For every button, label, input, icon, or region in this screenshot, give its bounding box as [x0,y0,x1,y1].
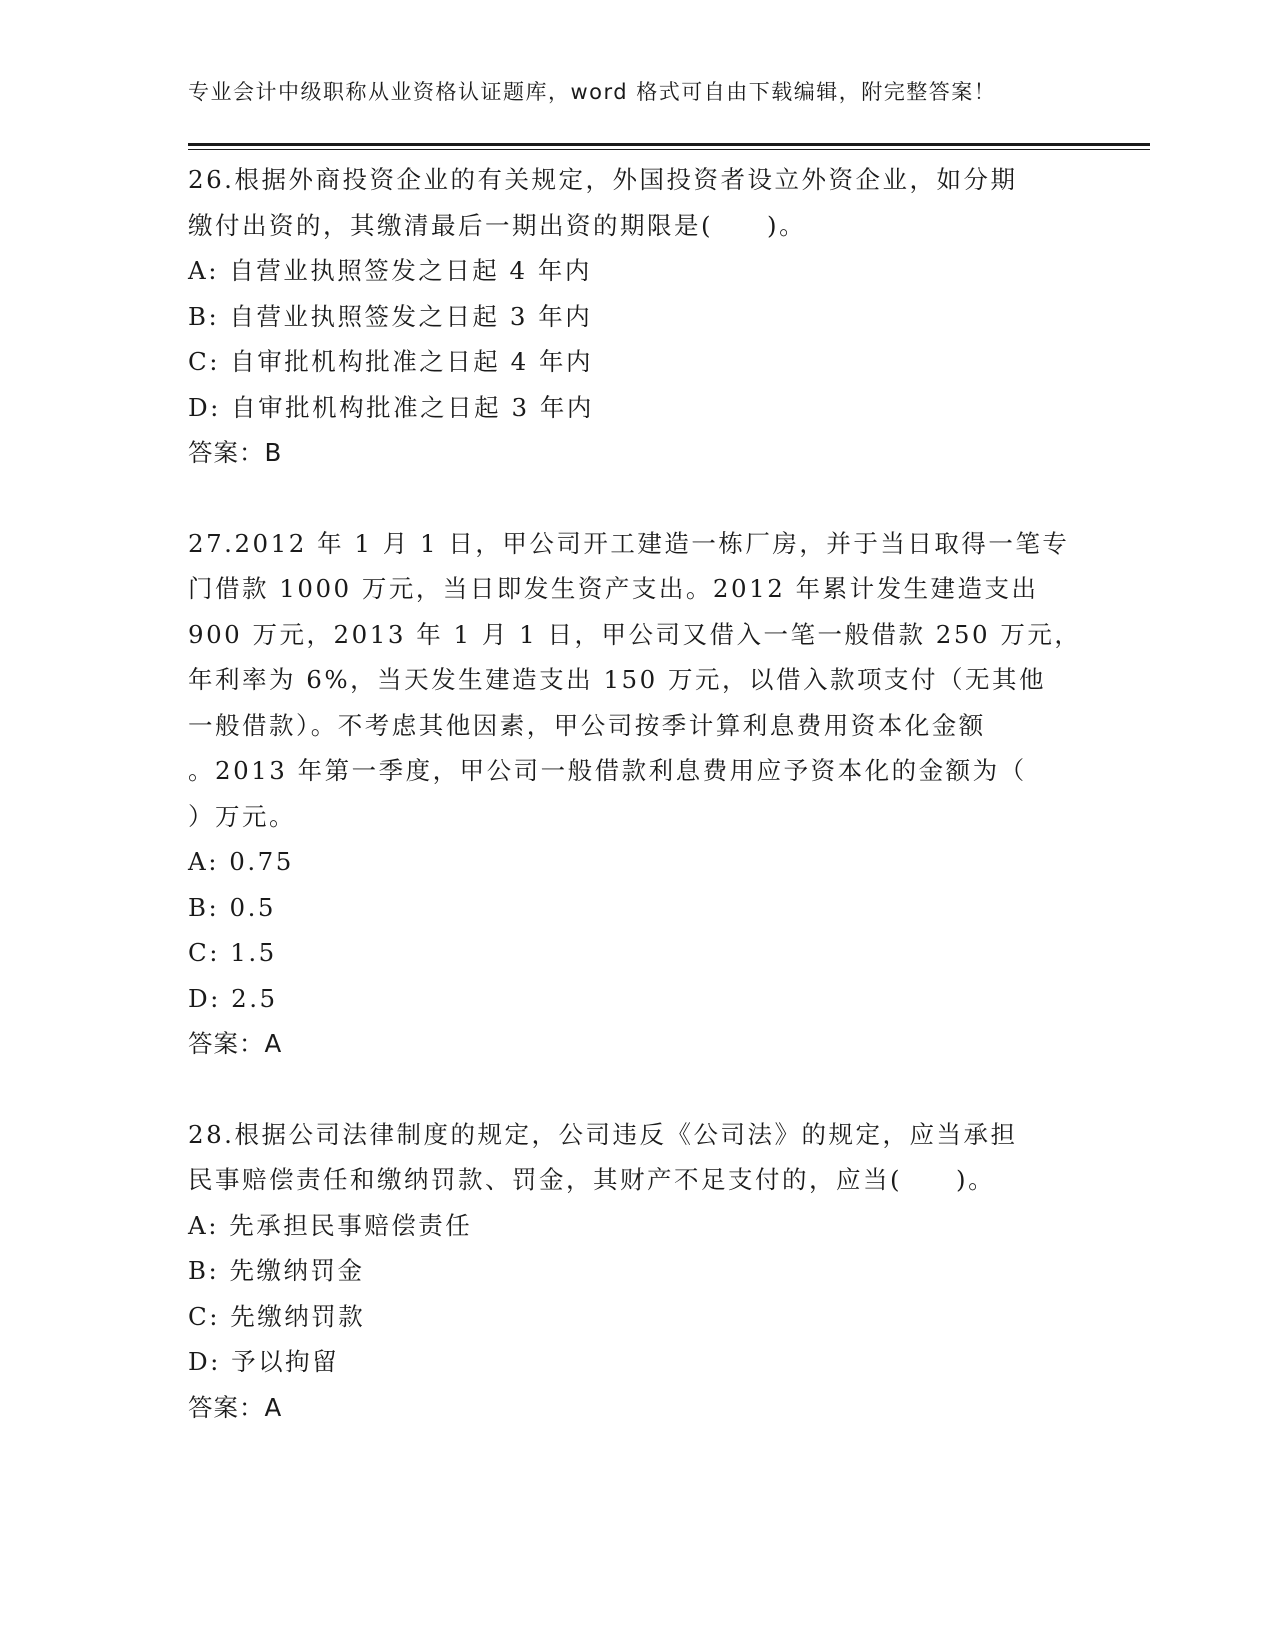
option-b: B: 0.5 [188,892,277,922]
option-d: D: 自审批机构批准之日起 3 年内 [188,392,594,422]
question-line: 27.2012 年 1 月 1 日，甲公司开工建造一栋厂房，并于当日取得一笔专 [188,528,1070,558]
header-rule-thin [188,149,1150,150]
question-line: ）万元。 [188,801,296,831]
question-28 [188,1112,1088,1431]
spacer [188,476,1088,521]
question-list [188,157,1088,1430]
question-line: 900 万元，2013 年 1 月 1 日，甲公司又借入一笔一般借款 250 万元， [188,619,1082,649]
option-a: A: 自营业执照签发之日起 4 年内 [188,256,592,285]
question-line: 。2013 年第一季度，甲公司一般借款利息费用应予资本化的金额为（ [188,756,1027,785]
question-line: 民事赔偿责任和缴纳罚款、罚金，其财产不足支付的，应当( )。 [188,1165,996,1194]
option-d: D: 予以拘留 [188,1347,340,1376]
option-b: B: 先缴纳罚金 [188,1256,365,1285]
question-27 [188,521,1088,1067]
question-line: 年利率为 6%，当天发生建造支出 150 万元，以借入款项支付（无其他 [188,665,1046,694]
header-rule-thick [188,143,1150,146]
spacer [188,1067,1088,1112]
option-a: A: 先承担民事赔偿责任 [188,1210,473,1240]
page-header: 专业会计中级职称从业资格认证题库，word 格式可自由下载编辑，附完整答案！ [188,80,997,104]
answer: 答案：A [188,1029,283,1058]
answer: 答案：B [188,438,283,467]
option-c: C: 1.5 [188,938,277,967]
option-b: B: 自营业执照签发之日起 3 年内 [188,301,593,331]
question-line: 一般借款）。不考虑其他因素，甲公司按季计算利息费用资本化金额 [188,710,986,740]
question-line: 门借款 1000 万元，当日即发生资产支出。2012 年累计发生建造支出 [188,574,1039,603]
option-c: C: 自审批机构批准之日起 4 年内 [188,347,593,376]
question-line: 26.根据外商投资企业的有关规定，外国投资者设立外资企业，如分期 [188,165,1018,194]
question-26 [188,157,1088,476]
option-c: C: 先缴纳罚款 [188,1301,366,1331]
question-line: 28.根据公司法律制度的规定，公司违反《公司法》的规定，应当承担 [188,1119,1018,1149]
question-line: 缴付出资的，其缴清最后一期出资的期限是( )。 [188,210,807,240]
option-a: A: 0.75 [188,847,294,876]
option-d: D: 2.5 [188,983,278,1013]
answer: 答案：A [188,1392,283,1422]
